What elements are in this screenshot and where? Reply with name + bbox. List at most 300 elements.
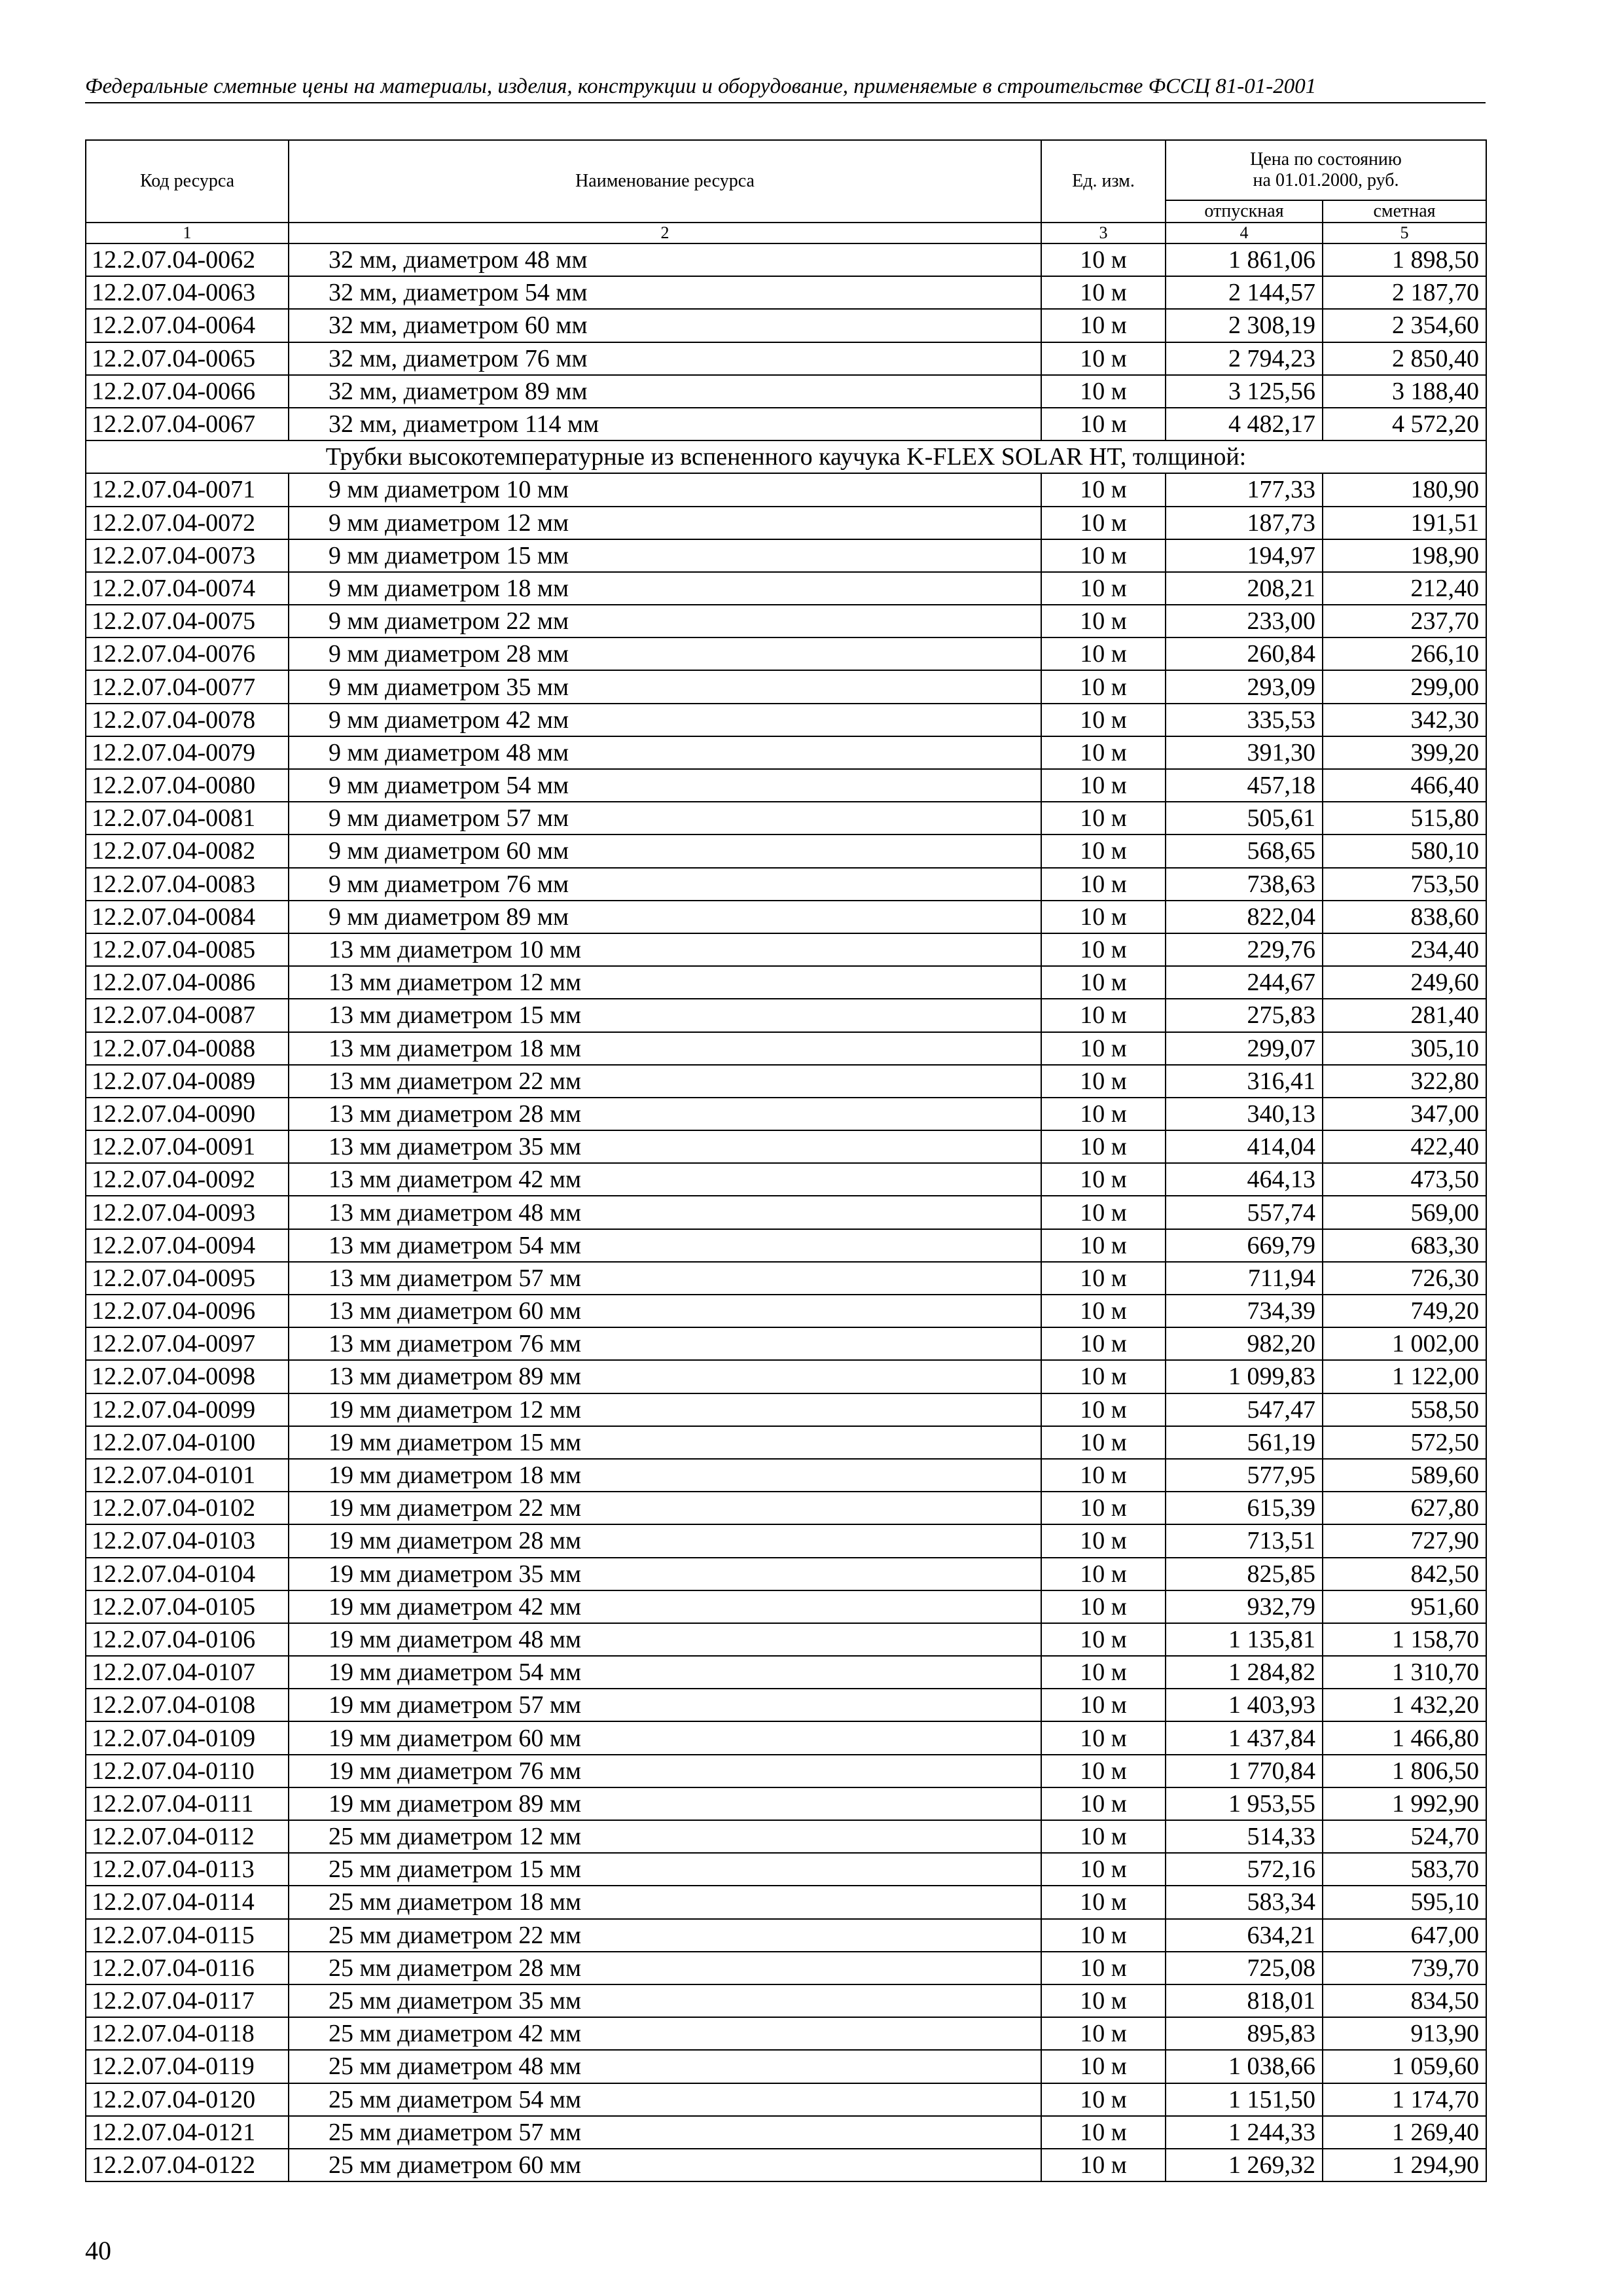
unit: 10 м (1041, 1721, 1166, 1754)
resource-code: 12.2.07.04-0105 (86, 1590, 289, 1623)
price-release: 568,65 (1166, 834, 1323, 867)
price-release: 1 151,50 (1166, 2083, 1323, 2116)
resource-code: 12.2.07.04-0104 (86, 1558, 289, 1590)
unit: 10 м (1041, 2083, 1166, 2116)
price-estimate: 572,50 (1323, 1426, 1486, 1459)
resource-name: 9 мм диаметром 57 мм (289, 802, 1041, 834)
price-release: 1 403,93 (1166, 1689, 1323, 1721)
table-row (86, 1393, 1486, 1426)
resource-name: 13 мм диаметром 60 мм (289, 1295, 1041, 1327)
resource-code: 12.2.07.04-0119 (86, 2050, 289, 2083)
resource-name: 13 мм диаметром 28 мм (289, 1098, 1041, 1130)
resource-name: 19 мм диаметром 35 мм (289, 1558, 1041, 1590)
price-estimate: 2 354,60 (1323, 309, 1486, 342)
resource-code: 12.2.07.04-0090 (86, 1098, 289, 1130)
resource-name: 19 мм диаметром 28 мм (289, 1524, 1041, 1557)
unit: 10 м (1041, 507, 1166, 539)
table-row (86, 736, 1486, 769)
resource-code: 12.2.07.04-0079 (86, 736, 289, 769)
resource-code: 12.2.07.04-0094 (86, 1229, 289, 1262)
price-estimate: 473,50 (1323, 1163, 1486, 1196)
unit: 10 м (1041, 933, 1166, 966)
price-estimate: 842,50 (1323, 1558, 1486, 1590)
table-row (86, 933, 1486, 966)
unit: 10 м (1041, 1787, 1166, 1820)
unit: 10 м (1041, 1163, 1166, 1196)
resource-code: 12.2.07.04-0081 (86, 802, 289, 834)
price-release: 1 284,82 (1166, 1656, 1323, 1689)
price-estimate: 627,80 (1323, 1492, 1486, 1524)
resource-name: 13 мм диаметром 54 мм (289, 1229, 1041, 1262)
table-body-b (86, 473, 1486, 2181)
resource-code: 12.2.07.04-0065 (86, 342, 289, 375)
unit: 10 м (1041, 1886, 1166, 1918)
resource-name: 9 мм диаметром 76 мм (289, 868, 1041, 901)
price-release: 3 125,56 (1166, 375, 1323, 408)
price-estimate: 558,50 (1323, 1393, 1486, 1426)
resource-code: 12.2.07.04-0106 (86, 1623, 289, 1656)
price-release: 1 770,84 (1166, 1755, 1323, 1787)
resource-name: 13 мм диаметром 15 мм (289, 999, 1041, 1031)
resource-code: 12.2.07.04-0063 (86, 276, 289, 309)
price-release: 233,00 (1166, 605, 1323, 637)
resource-code: 12.2.07.04-0066 (86, 375, 289, 408)
resource-code: 12.2.07.04-0099 (86, 1393, 289, 1426)
resource-code: 12.2.07.04-0062 (86, 243, 289, 276)
unit: 10 м (1041, 408, 1166, 440)
resource-name: 25 мм диаметром 22 мм (289, 1919, 1041, 1952)
price-release: 822,04 (1166, 901, 1323, 933)
unit: 10 м (1041, 1098, 1166, 1130)
price-release: 335,53 (1166, 704, 1323, 736)
price-release: 260,84 (1166, 637, 1323, 670)
unit: 10 м (1041, 637, 1166, 670)
table-row (86, 342, 1486, 375)
unit: 10 м (1041, 1360, 1166, 1393)
price-release: 208,21 (1166, 572, 1323, 605)
table-row (86, 1919, 1486, 1952)
price-estimate: 583,70 (1323, 1853, 1486, 1886)
col-header-name: Наименование ресурса (289, 140, 1041, 223)
price-estimate: 683,30 (1323, 1229, 1486, 1262)
resource-code: 12.2.07.04-0072 (86, 507, 289, 539)
table-row (86, 1820, 1486, 1853)
table-row (86, 1262, 1486, 1295)
table-row (86, 1524, 1486, 1557)
resource-name: 9 мм диаметром 60 мм (289, 834, 1041, 867)
price-estimate: 1 158,70 (1323, 1623, 1486, 1656)
price-release: 457,18 (1166, 769, 1323, 802)
resource-name: 9 мм диаметром 54 мм (289, 769, 1041, 802)
price-release: 1 135,81 (1166, 1623, 1323, 1656)
price-estimate: 299,00 (1323, 670, 1486, 703)
price-estimate: 739,70 (1323, 1952, 1486, 1984)
table-row (86, 507, 1486, 539)
col-number: 4 (1166, 223, 1323, 243)
resource-name: 25 мм диаметром 28 мм (289, 1952, 1041, 1984)
table-row (86, 901, 1486, 933)
unit: 10 м (1041, 901, 1166, 933)
price-estimate: 399,20 (1323, 736, 1486, 769)
table-row (86, 2116, 1486, 2149)
unit: 10 м (1041, 1558, 1166, 1590)
unit: 10 м (1041, 243, 1166, 276)
unit: 10 м (1041, 1426, 1166, 1459)
unit: 10 м (1041, 1952, 1166, 1984)
resource-code: 12.2.07.04-0087 (86, 999, 289, 1031)
unit: 10 м (1041, 1393, 1166, 1426)
page-header: Федеральные сметные цены на материалы, изделия, конструкции и оборудование, применяемые в строительстве ФССЦ 81-01-2001 (85, 73, 1486, 103)
table-row (86, 834, 1486, 867)
resource-name: 9 мм диаметром 42 мм (289, 704, 1041, 736)
unit: 10 м (1041, 999, 1166, 1031)
table-row (86, 2017, 1486, 2050)
unit: 10 м (1041, 1262, 1166, 1295)
price-estimate: 569,00 (1323, 1196, 1486, 1229)
resource-name: 9 мм диаметром 12 мм (289, 507, 1041, 539)
unit: 10 м (1041, 1656, 1166, 1689)
resource-name: 9 мм диаметром 10 мм (289, 473, 1041, 506)
price-estimate: 281,40 (1323, 999, 1486, 1031)
unit: 10 м (1041, 572, 1166, 605)
price-estimate: 1 466,80 (1323, 1721, 1486, 1754)
price-estimate: 524,70 (1323, 1820, 1486, 1853)
resource-code: 12.2.07.04-0118 (86, 2017, 289, 2050)
resource-code: 12.2.07.04-0080 (86, 769, 289, 802)
price-estimate: 1 992,90 (1323, 1787, 1486, 1820)
resource-name: 25 мм диаметром 57 мм (289, 2116, 1041, 2149)
resource-code: 12.2.07.04-0076 (86, 637, 289, 670)
resource-code: 12.2.07.04-0122 (86, 2149, 289, 2181)
table-row (86, 2083, 1486, 2116)
col-number: 1 (86, 223, 289, 243)
price-estimate: 589,60 (1323, 1459, 1486, 1492)
price-release: 340,13 (1166, 1098, 1323, 1130)
table-row (86, 1130, 1486, 1163)
table-row (86, 605, 1486, 637)
resource-code: 12.2.07.04-0093 (86, 1196, 289, 1229)
resource-name: 25 мм диаметром 42 мм (289, 2017, 1041, 2050)
price-estimate: 342,30 (1323, 704, 1486, 736)
price-estimate: 191,51 (1323, 507, 1486, 539)
price-release: 316,41 (1166, 1065, 1323, 1098)
price-estimate: 4 572,20 (1323, 408, 1486, 440)
resource-code: 12.2.07.04-0101 (86, 1459, 289, 1492)
price-estimate: 237,70 (1323, 605, 1486, 637)
table-row (86, 1952, 1486, 1984)
table-row (86, 1098, 1486, 1130)
price-release: 1 269,32 (1166, 2149, 1323, 2181)
price-release: 194,97 (1166, 539, 1323, 572)
unit: 10 м (1041, 1065, 1166, 1098)
price-release: 577,95 (1166, 1459, 1323, 1492)
resource-code: 12.2.07.04-0089 (86, 1065, 289, 1098)
resource-code: 12.2.07.04-0114 (86, 1886, 289, 1918)
resource-name: 9 мм диаметром 15 мм (289, 539, 1041, 572)
resource-code: 12.2.07.04-0097 (86, 1327, 289, 1360)
resource-code: 12.2.07.04-0113 (86, 1853, 289, 1886)
table-body-a (86, 243, 1486, 440)
unit: 10 м (1041, 2017, 1166, 2050)
table-row (86, 1590, 1486, 1623)
group-row (86, 440, 1486, 473)
resource-name: 13 мм диаметром 42 мм (289, 1163, 1041, 1196)
price-estimate: 1 310,70 (1323, 1656, 1486, 1689)
price-release: 982,20 (1166, 1327, 1323, 1360)
price-release: 547,47 (1166, 1393, 1323, 1426)
price-release: 711,94 (1166, 1262, 1323, 1295)
price-estimate: 834,50 (1323, 1984, 1486, 2017)
price-release: 818,01 (1166, 1984, 1323, 2017)
resource-name: 9 мм диаметром 35 мм (289, 670, 1041, 703)
resource-name: 25 мм диаметром 35 мм (289, 1984, 1041, 2017)
price-release: 725,08 (1166, 1952, 1323, 1984)
table-row (86, 1360, 1486, 1393)
resource-name: 25 мм диаметром 60 мм (289, 2149, 1041, 2181)
unit: 10 м (1041, 1492, 1166, 1524)
price-estimate: 595,10 (1323, 1886, 1486, 1918)
table-row (86, 1459, 1486, 1492)
price-release: 713,51 (1166, 1524, 1323, 1557)
price-estimate: 234,40 (1323, 933, 1486, 966)
unit: 10 м (1041, 1623, 1166, 1656)
price-table (85, 139, 1487, 2182)
unit: 10 м (1041, 1820, 1166, 1853)
resource-code: 12.2.07.04-0071 (86, 473, 289, 506)
resource-name: 13 мм диаметром 12 мм (289, 966, 1041, 999)
price-estimate: 1 059,60 (1323, 2050, 1486, 2083)
price-release: 505,61 (1166, 802, 1323, 834)
unit: 10 м (1041, 704, 1166, 736)
price-estimate: 1 432,20 (1323, 1689, 1486, 1721)
price-release: 634,21 (1166, 1919, 1323, 1952)
price-estimate: 1 174,70 (1323, 2083, 1486, 2116)
resource-code: 12.2.07.04-0103 (86, 1524, 289, 1557)
price-estimate: 347,00 (1323, 1098, 1486, 1130)
price-release: 414,04 (1166, 1130, 1323, 1163)
table-row (86, 408, 1486, 440)
resource-code: 12.2.07.04-0083 (86, 868, 289, 901)
unit: 10 м (1041, 2149, 1166, 2181)
price-estimate: 1 806,50 (1323, 1755, 1486, 1787)
price-release: 583,34 (1166, 1886, 1323, 1918)
table-row (86, 243, 1486, 276)
table-row (86, 1229, 1486, 1262)
resource-name: 19 мм диаметром 60 мм (289, 1721, 1041, 1754)
unit: 10 м (1041, 1853, 1166, 1886)
resource-code: 12.2.07.04-0107 (86, 1656, 289, 1689)
price-release: 825,85 (1166, 1558, 1323, 1590)
col-header-unit: Ед. изм. (1041, 140, 1166, 223)
table-row (86, 1327, 1486, 1360)
price-release: 895,83 (1166, 2017, 1323, 2050)
resource-code: 12.2.07.04-0109 (86, 1721, 289, 1754)
resource-name: 9 мм диаметром 48 мм (289, 736, 1041, 769)
unit: 10 м (1041, 1229, 1166, 1262)
price-release: 2 308,19 (1166, 309, 1323, 342)
table-row (86, 1558, 1486, 1590)
resource-name: 19 мм диаметром 89 мм (289, 1787, 1041, 1820)
table-row (86, 999, 1486, 1031)
table-row (86, 375, 1486, 408)
unit: 10 м (1041, 1590, 1166, 1623)
table-row (86, 1755, 1486, 1787)
price-estimate: 3 188,40 (1323, 375, 1486, 408)
price-release: 734,39 (1166, 1295, 1323, 1327)
col-header-price-group: Цена по состоянию на 01.01.2000, руб. (1166, 140, 1486, 200)
price-estimate: 212,40 (1323, 572, 1486, 605)
resource-code: 12.2.07.04-0115 (86, 1919, 289, 1952)
price-release: 187,73 (1166, 507, 1323, 539)
table-row (86, 1295, 1486, 1327)
resource-code: 12.2.07.04-0117 (86, 1984, 289, 2017)
resource-name: 32 мм, диаметром 114 мм (289, 408, 1041, 440)
table-row (86, 1623, 1486, 1656)
unit: 10 м (1041, 539, 1166, 572)
price-release: 561,19 (1166, 1426, 1323, 1459)
resource-name: 13 мм диаметром 89 мм (289, 1360, 1041, 1393)
price-release: 1 099,83 (1166, 1360, 1323, 1393)
price-release: 2 794,23 (1166, 342, 1323, 375)
resource-code: 12.2.07.04-0108 (86, 1689, 289, 1721)
resource-name: 19 мм диаметром 18 мм (289, 1459, 1041, 1492)
table-row (86, 1163, 1486, 1196)
resource-name: 9 мм диаметром 89 мм (289, 901, 1041, 933)
price-estimate: 1 122,00 (1323, 1360, 1486, 1393)
table-row (86, 1065, 1486, 1098)
resource-code: 12.2.07.04-0112 (86, 1820, 289, 1853)
resource-name: 25 мм диаметром 12 мм (289, 1820, 1041, 1853)
unit: 10 м (1041, 1196, 1166, 1229)
price-release: 738,63 (1166, 868, 1323, 901)
table-row (86, 572, 1486, 605)
table-row (86, 309, 1486, 342)
resource-name: 19 мм диаметром 57 мм (289, 1689, 1041, 1721)
price-release: 572,16 (1166, 1853, 1323, 1886)
resource-code: 12.2.07.04-0064 (86, 309, 289, 342)
resource-code: 12.2.07.04-0120 (86, 2083, 289, 2116)
resource-name: 25 мм диаметром 54 мм (289, 2083, 1041, 2116)
price-release: 177,33 (1166, 473, 1323, 506)
resource-code: 12.2.07.04-0096 (86, 1295, 289, 1327)
price-release: 391,30 (1166, 736, 1323, 769)
price-release: 275,83 (1166, 999, 1323, 1031)
price-estimate: 1 269,40 (1323, 2116, 1486, 2149)
price-estimate: 727,90 (1323, 1524, 1486, 1557)
resource-code: 12.2.07.04-0073 (86, 539, 289, 572)
price-estimate: 647,00 (1323, 1919, 1486, 1952)
resource-name: 19 мм диаметром 42 мм (289, 1590, 1041, 1623)
unit: 10 м (1041, 1459, 1166, 1492)
table-row (86, 1032, 1486, 1065)
unit: 10 м (1041, 1755, 1166, 1787)
resource-name: 9 мм диаметром 18 мм (289, 572, 1041, 605)
resource-name: 13 мм диаметром 76 мм (289, 1327, 1041, 1360)
table-row (86, 670, 1486, 703)
unit: 10 м (1041, 736, 1166, 769)
table-row (86, 1886, 1486, 1918)
resource-code: 12.2.07.04-0121 (86, 2116, 289, 2149)
resource-code: 12.2.07.04-0086 (86, 966, 289, 999)
price-release: 2 144,57 (1166, 276, 1323, 309)
table-row (86, 1984, 1486, 2017)
group-title: Трубки высокотемпературные из вспененного каучука K-FLEX SOLAR HT, толщиной: (86, 440, 1486, 473)
unit: 10 м (1041, 1295, 1166, 1327)
resource-name: 13 мм диаметром 35 мм (289, 1130, 1041, 1163)
unit: 10 м (1041, 1984, 1166, 2017)
price-release: 464,13 (1166, 1163, 1323, 1196)
col-number: 3 (1041, 223, 1166, 243)
unit: 10 м (1041, 670, 1166, 703)
resource-name: 19 мм диаметром 15 мм (289, 1426, 1041, 1459)
resource-code: 12.2.07.04-0111 (86, 1787, 289, 1820)
resource-code: 12.2.07.04-0074 (86, 572, 289, 605)
price-estimate: 266,10 (1323, 637, 1486, 670)
price-estimate: 249,60 (1323, 966, 1486, 999)
resource-name: 25 мм диаметром 18 мм (289, 1886, 1041, 1918)
col-header-estimate: сметная (1323, 200, 1486, 223)
resource-code: 12.2.07.04-0082 (86, 834, 289, 867)
col-header-code: Код ресурса (86, 140, 289, 223)
price-estimate: 2 187,70 (1323, 276, 1486, 309)
price-estimate: 1 898,50 (1323, 243, 1486, 276)
resource-code: 12.2.07.04-0092 (86, 1163, 289, 1196)
unit: 10 м (1041, 1919, 1166, 1952)
table-row (86, 769, 1486, 802)
price-estimate: 580,10 (1323, 834, 1486, 867)
table-row (86, 2149, 1486, 2181)
price-estimate: 1 002,00 (1323, 1327, 1486, 1360)
resource-name: 13 мм диаметром 22 мм (289, 1065, 1041, 1098)
resource-code: 12.2.07.04-0084 (86, 901, 289, 933)
price-release: 1 953,55 (1166, 1787, 1323, 1820)
price-release: 514,33 (1166, 1820, 1323, 1853)
unit: 10 м (1041, 769, 1166, 802)
table-row (86, 704, 1486, 736)
resource-name: 19 мм диаметром 22 мм (289, 1492, 1041, 1524)
resource-code: 12.2.07.04-0102 (86, 1492, 289, 1524)
resource-name: 13 мм диаметром 48 мм (289, 1196, 1041, 1229)
unit: 10 м (1041, 473, 1166, 506)
price-estimate: 422,40 (1323, 1130, 1486, 1163)
price-estimate: 913,90 (1323, 2017, 1486, 2050)
unit: 10 м (1041, 375, 1166, 408)
unit: 10 м (1041, 342, 1166, 375)
col-header-release: отпускная (1166, 200, 1323, 223)
price-estimate: 180,90 (1323, 473, 1486, 506)
table-row (86, 1196, 1486, 1229)
unit: 10 м (1041, 1524, 1166, 1557)
price-release: 932,79 (1166, 1590, 1323, 1623)
price-release: 229,76 (1166, 933, 1323, 966)
resource-name: 13 мм диаметром 57 мм (289, 1262, 1041, 1295)
resource-code: 12.2.07.04-0116 (86, 1952, 289, 1984)
table-row (86, 1853, 1486, 1886)
table-row (86, 1656, 1486, 1689)
price-estimate: 753,50 (1323, 868, 1486, 901)
unit: 10 м (1041, 834, 1166, 867)
resource-name: 19 мм диаметром 76 мм (289, 1755, 1041, 1787)
table-row (86, 868, 1486, 901)
table-row (86, 539, 1486, 572)
unit: 10 м (1041, 2050, 1166, 2083)
table-row (86, 1689, 1486, 1721)
price-release: 1 861,06 (1166, 243, 1323, 276)
col-number: 2 (289, 223, 1041, 243)
table-row (86, 966, 1486, 999)
price-release: 669,79 (1166, 1229, 1323, 1262)
price-estimate: 198,90 (1323, 539, 1486, 572)
